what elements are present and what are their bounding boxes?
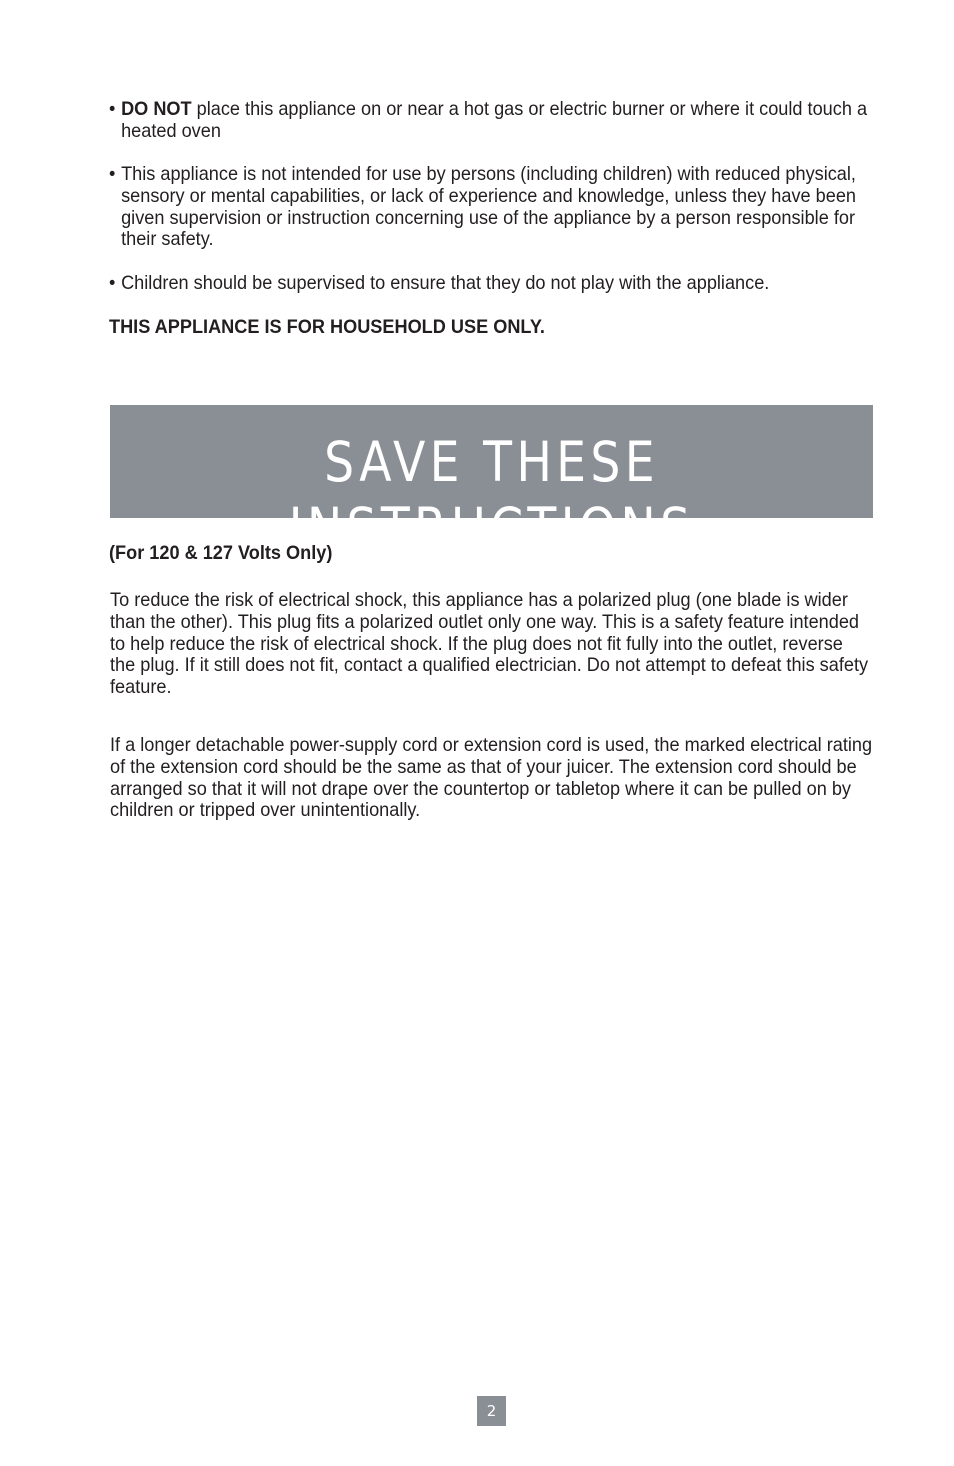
bullet-marker: • <box>109 98 116 120</box>
bullet-item-reduced-capabilities <box>109 164 879 251</box>
bullet-item-do-not <box>109 99 879 143</box>
page-number: 2 <box>477 1396 506 1426</box>
bullet-marker: • <box>109 163 116 185</box>
banner-title: SAVE THESE INSTRUCTIONS <box>288 430 695 560</box>
bullet-text: Children should be supervised to ensure that they do not play with the appliance. <box>121 272 770 294</box>
household-use-notice: THIS APPLIANCE IS FOR HOUSEHOLD USE ONLY. <box>109 316 545 338</box>
emphasis-do-not: DO NOT <box>121 98 192 120</box>
extension-cord-paragraph: If a longer detachable power-supply cord or extension cord is used, the marked electrical rating of the extension cord should be the same as that of your juicer. The extension cord should be arranged so that it will not drape over the countertop or tabletop where it can be pulled on by children or tripped over unintentionally. <box>110 734 873 822</box>
polarized-plug-paragraph: To reduce the risk of electrical shock, this appliance has a polarized plug (one blade is wider than the other). This plug fits a polarized outlet only one way. This is a safety feature intended to help reduce the risk of electrical shock. If the plug does not fit fully into the outlet, reverse the plug. If it still does not fit, contact a qualified electrician. Do not attempt to defeat this safety feature. <box>110 589 869 699</box>
volts-heading: (For 120 & 127 Volts Only) <box>109 542 333 564</box>
bullet-item-children-supervised <box>109 273 879 295</box>
bullet-text: This appliance is not intended for use by persons (including children) with reduced physical, sensory or mental capabilities, or lack of experience and knowledge, unless they have been given supervision or instruction concerning use of the appliance by a person responsible for their safety. <box>121 163 856 251</box>
bullet-marker: • <box>109 272 116 294</box>
bullet-text: place this appliance on or near a hot gas or electric burner or where it could touch a heated oven <box>121 98 868 142</box>
